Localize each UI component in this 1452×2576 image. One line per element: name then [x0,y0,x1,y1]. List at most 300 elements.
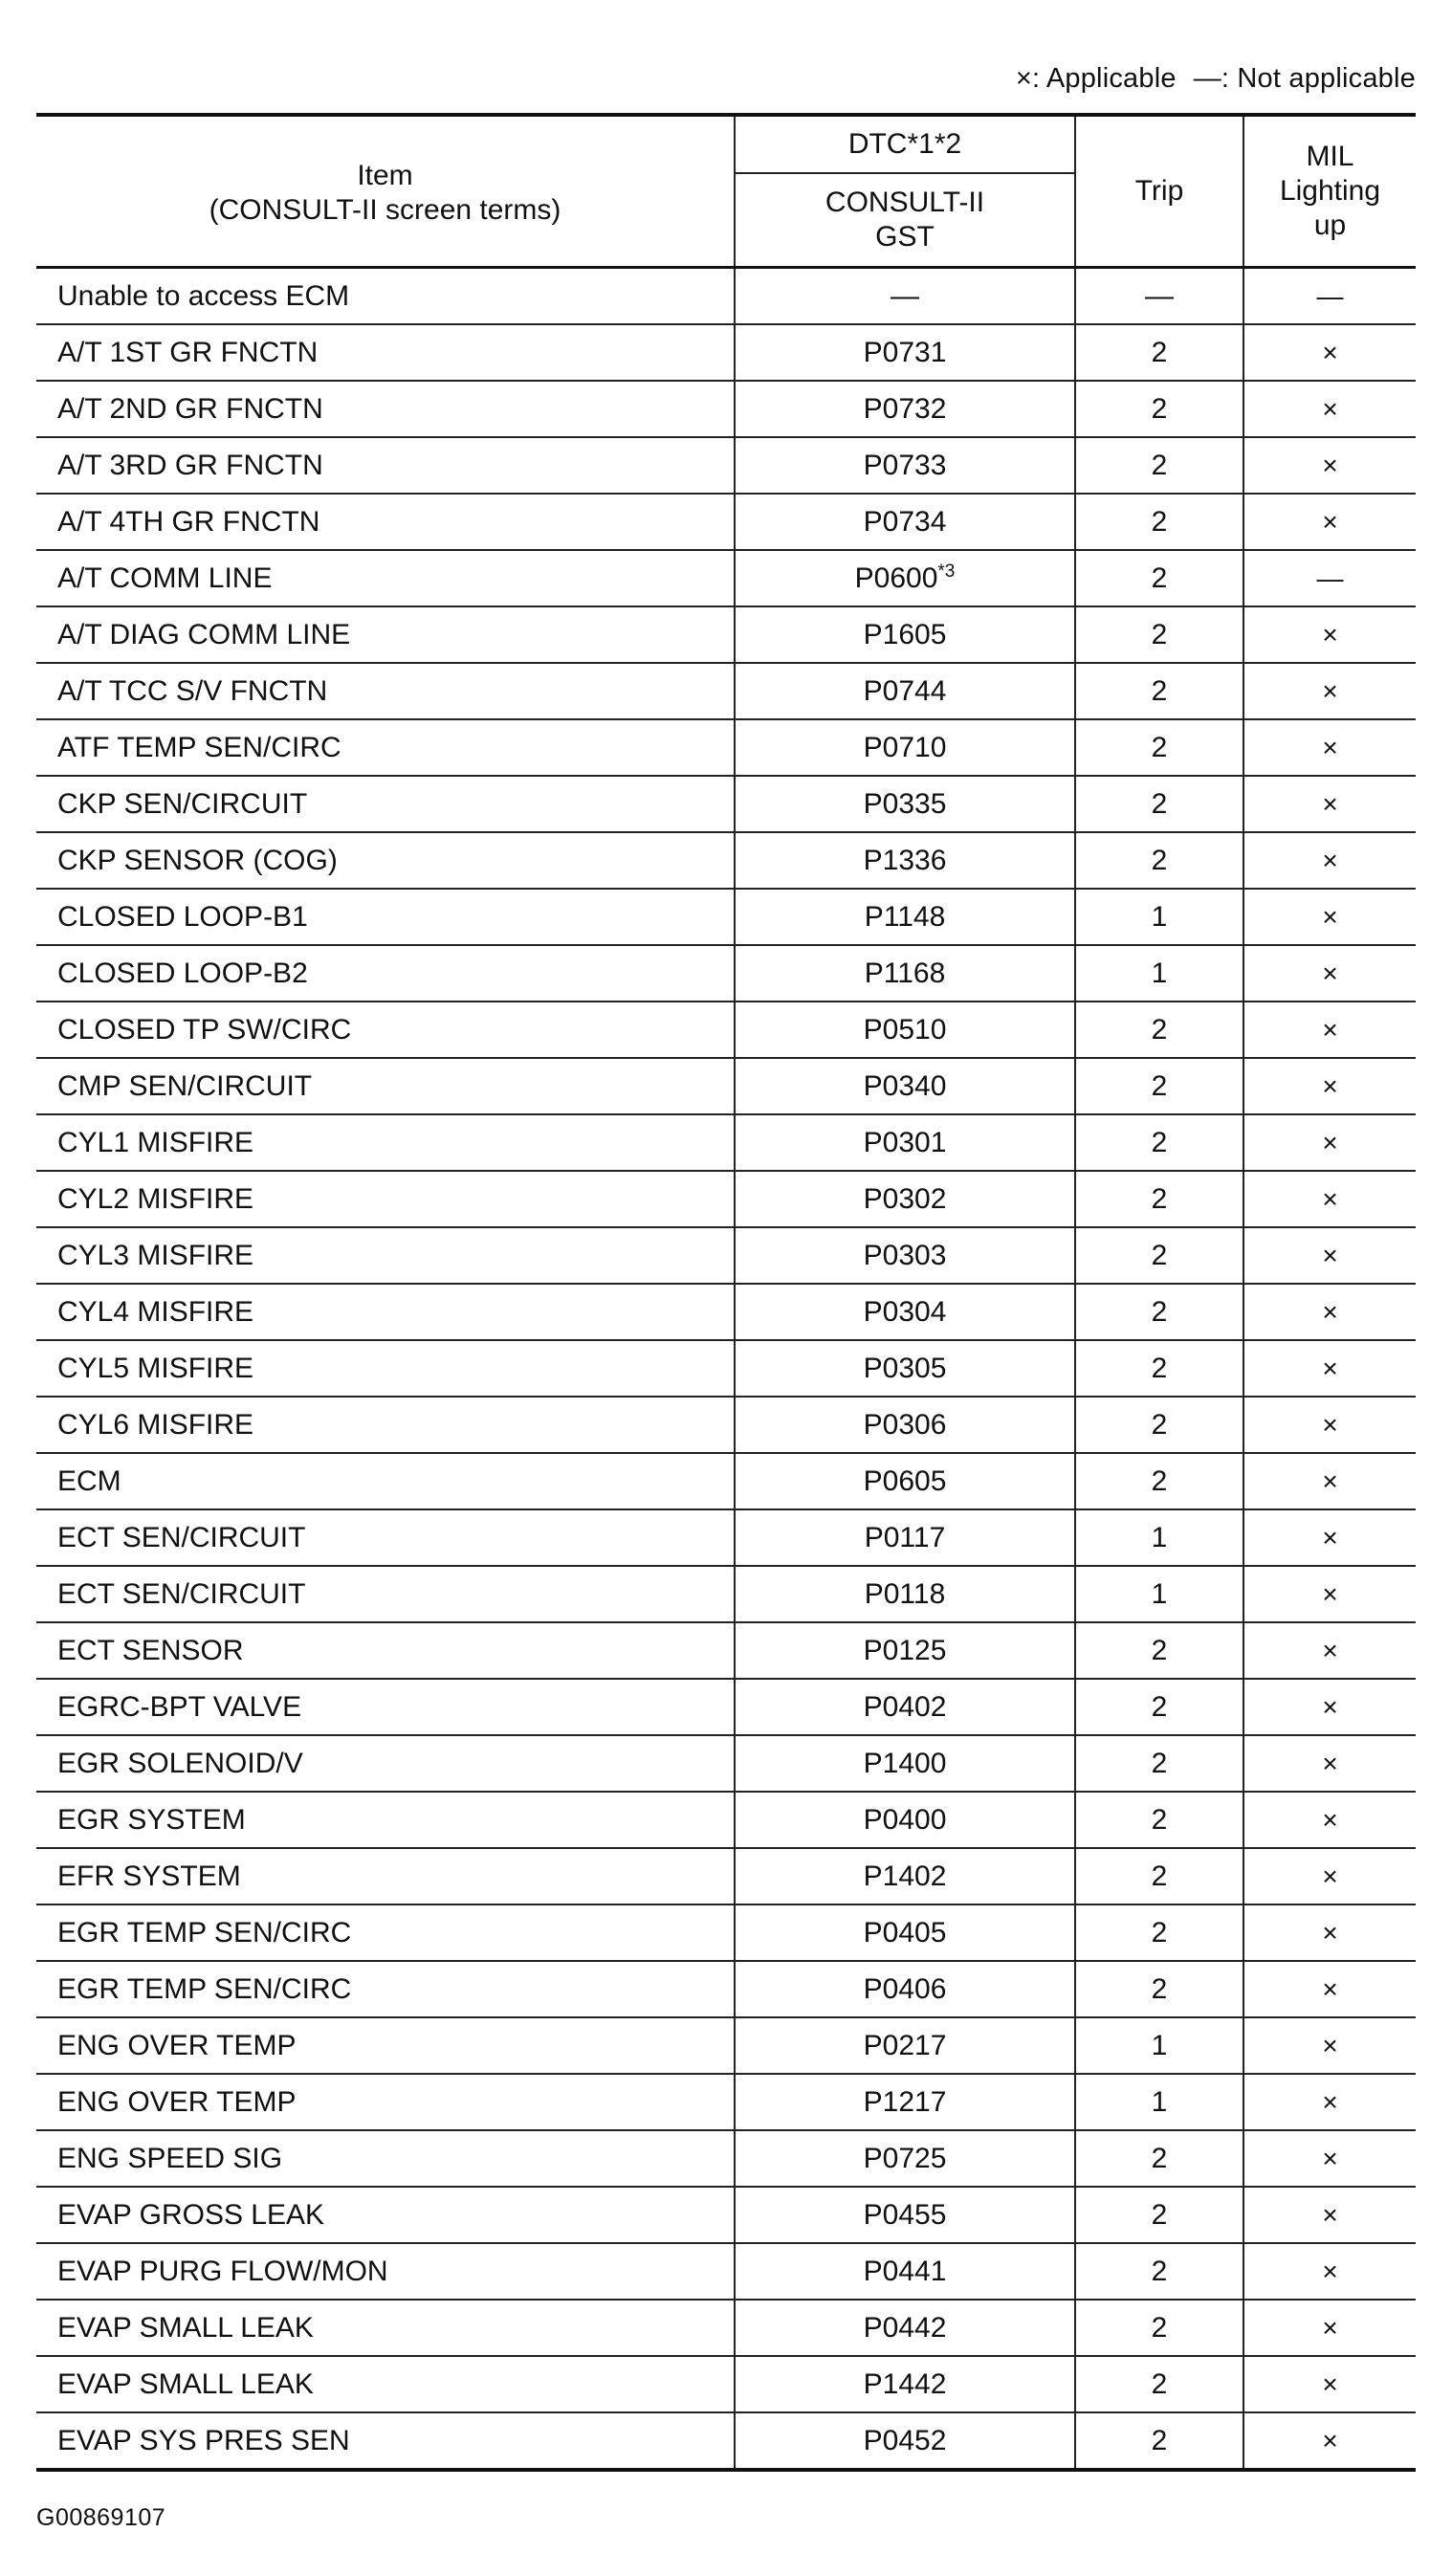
mil-cell [1243,437,1416,494]
dtc-footnote-mark: *3 [937,561,956,582]
dtc-cell [735,381,1075,437]
trip-cell-text: 2 [1151,674,1168,707]
trip-cell [1075,2412,1243,2470]
trip-cell [1075,2074,1243,2130]
header-mil-line3: up [1313,209,1347,241]
table-row [36,2130,1416,2187]
item-cell-text: CLOSED LOOP-B2 [57,957,308,989]
dtc-cell [735,2187,1075,2243]
mil-cell [1243,1679,1416,1735]
mil-cell [1243,1002,1416,1058]
mil-cell-text: × [1322,1409,1338,1440]
item-cell [36,494,735,550]
table-row [36,1227,1416,1284]
mil-cell-text: × [1322,1014,1338,1045]
item-cell-text: EVAP SMALL LEAK [57,2367,314,2400]
trip-cell-text: 1 [1151,2029,1168,2061]
item-cell-text: A/T 4TH GR FNCTN [57,505,320,538]
table-row [36,1397,1416,1453]
dtc-cell-text: P0734 [863,505,947,538]
trip-cell-text: 2 [1151,1408,1168,1441]
item-cell-text: Unable to access ECM [57,279,350,312]
trip-cell-text: 2 [1151,2142,1168,2174]
item-cell [36,1566,735,1622]
trip-cell [1075,2130,1243,2187]
dtc-cell-text: P1442 [863,2367,947,2400]
mil-cell-text: × [1322,675,1338,706]
item-cell-text: ECM [57,1464,121,1497]
mil-cell [1243,381,1416,437]
mil-cell-text: × [1322,2312,1338,2343]
trip-cell [1075,945,1243,1002]
item-cell-text: CMP SEN/CIRCUIT [57,1069,313,1102]
mil-cell [1243,1171,1416,1227]
dtc-cell [735,1735,1075,1792]
mil-cell-text: × [1322,788,1338,819]
mil-cell [1243,2412,1416,2470]
mil-cell-text: — [1316,280,1344,311]
item-cell [36,945,735,1002]
trip-cell-text: — [1145,279,1174,312]
mil-cell [1243,663,1416,719]
trip-cell-text: 2 [1151,449,1168,481]
item-cell-text: ENG OVER TEMP [57,2029,297,2061]
item-cell [36,889,735,945]
item-cell [36,1284,735,1340]
item-cell [36,2412,735,2470]
header-dtc-consult: CONSULT-II [825,187,985,218]
mil-cell [1243,945,1416,1002]
mil-cell [1243,1904,1416,1961]
item-cell-text: A/T COMM LINE [57,561,273,594]
mil-cell-text: × [1322,450,1338,480]
item-cell [36,1904,735,1961]
trip-cell-text: 2 [1151,2255,1168,2287]
mil-cell-text: × [1322,506,1338,537]
dtc-cell-text: P0406 [863,1972,947,2005]
dtc-cell [735,663,1075,719]
mil-cell [1243,606,1416,663]
mil-cell [1243,832,1416,889]
item-cell-text: ENG OVER TEMP [57,2085,297,2118]
dtc-cell [735,1171,1075,1227]
dtc-table-container [36,113,1416,2472]
item-cell [36,2187,735,2243]
mil-cell-text: × [1322,1183,1338,1214]
mil-cell-text: × [1322,1578,1338,1609]
item-cell-text: EGR TEMP SEN/CIRC [57,1916,352,1949]
mil-cell [1243,2300,1416,2356]
table-body [36,268,1416,2471]
mil-cell-text: × [1322,2030,1338,2060]
table-row [36,1904,1416,1961]
trip-cell [1075,2300,1243,2356]
header-dtc-gst: GST [875,221,935,253]
item-cell [36,2243,735,2300]
item-cell-text: A/T 1ST GR FNCTN [57,336,319,368]
header-item-line1: Item [357,160,413,191]
dtc-cell [735,1904,1075,1961]
dtc-table [36,113,1416,2472]
mil-cell-text: × [1322,1635,1338,1665]
trip-cell-text: 2 [1151,1634,1168,1666]
item-cell [36,606,735,663]
table-row [36,2356,1416,2412]
dtc-cell-text: P0217 [863,2029,947,2061]
item-cell [36,1114,735,1171]
dtc-cell-text: P0335 [863,787,947,820]
table-row [36,1735,1416,1792]
dtc-cell-text: P0600 [854,561,938,594]
item-cell-text: EFR SYSTEM [57,1860,241,1892]
mil-cell-text: × [1322,1860,1338,1891]
table-row [36,1002,1416,1058]
mil-cell [1243,2017,1416,2074]
dtc-cell [735,832,1075,889]
trip-cell [1075,1509,1243,1566]
trip-cell [1075,1002,1243,1058]
table-row [36,1792,1416,1848]
trip-cell-text: 2 [1151,1239,1168,1271]
trip-cell-text: 1 [1151,1521,1168,1553]
item-cell-text: EGR TEMP SEN/CIRC [57,1972,352,2005]
dtc-cell-text: P0732 [863,392,947,425]
trip-cell [1075,2356,1243,2412]
table-row [36,437,1416,494]
dtc-cell-text: P0510 [863,1013,947,1046]
item-cell [36,1735,735,1792]
item-cell-text: EGR SOLENOID/V [57,1747,303,1779]
item-cell [36,1961,735,2017]
item-cell [36,381,735,437]
dtc-cell [735,1509,1075,1566]
mil-cell-text: × [1322,1296,1338,1327]
trip-cell-text: 2 [1151,1803,1168,1836]
mil-cell-text: × [1322,901,1338,932]
dtc-cell-text: P1168 [864,957,946,989]
item-cell [36,1453,735,1509]
item-cell-text: EGRC-BPT VALVE [57,1690,302,1723]
table-row [36,1453,1416,1509]
mil-cell-text: — [1316,562,1344,593]
dtc-cell-text: P0733 [863,449,947,481]
trip-cell-text: 2 [1151,336,1168,368]
table-row [36,719,1416,776]
dtc-cell-text: P0302 [863,1182,947,1215]
trip-cell [1075,494,1243,550]
trip-cell-text: 1 [1151,957,1168,989]
mil-cell-text: × [1322,1465,1338,1496]
trip-cell [1075,437,1243,494]
trip-cell [1075,719,1243,776]
trip-cell-text: 1 [1151,1577,1168,1610]
dtc-cell [735,1453,1075,1509]
mil-cell-text: × [1322,1804,1338,1835]
trip-cell [1075,1340,1243,1397]
table-row [36,1848,1416,1904]
trip-cell-text: 2 [1151,1013,1168,1046]
item-cell-text: CYL6 MISFIRE [57,1408,254,1441]
dtc-cell [735,1397,1075,1453]
trip-cell-text: 2 [1151,844,1168,876]
item-cell-text: CYL2 MISFIRE [57,1182,254,1215]
item-cell [36,1622,735,1679]
trip-cell [1075,832,1243,889]
item-cell-text: EVAP SYS PRES SEN [57,2424,350,2456]
dtc-cell [735,2130,1075,2187]
table-row [36,2017,1416,2074]
table-row [36,606,1416,663]
trip-cell-text: 2 [1151,731,1168,763]
item-cell-text: ECT SENSOR [57,1634,244,1666]
item-cell [36,1002,735,1058]
dtc-cell-text: P0452 [863,2424,947,2456]
table-row [36,1058,1416,1114]
item-cell-text: CLOSED LOOP-B1 [57,900,308,933]
dtc-cell-text: P0442 [863,2311,947,2344]
trip-cell-text: 2 [1151,1972,1168,2005]
trip-cell [1075,1792,1243,1848]
trip-cell-text: 2 [1151,2367,1168,2400]
mil-cell-text: × [1322,958,1338,988]
trip-cell-text: 2 [1151,1747,1168,1779]
trip-cell-text: 2 [1151,392,1168,425]
table-row [36,2412,1416,2470]
item-cell [36,1058,735,1114]
item-cell-text: ATF TEMP SEN/CIRC [57,731,341,763]
dtc-cell-text: P0605 [863,1464,947,1497]
mil-cell [1243,2074,1416,2130]
mil-cell [1243,494,1416,550]
trip-cell [1075,1284,1243,1340]
dtc-cell-text: P0725 [863,2142,947,2174]
trip-cell-text: 2 [1151,787,1168,820]
dtc-cell-text: P1402 [863,1860,947,1892]
dtc-cell [735,2243,1075,2300]
trip-cell-text: 1 [1151,900,1168,933]
mil-cell [1243,889,1416,945]
trip-cell [1075,1735,1243,1792]
mil-cell-text: × [1322,732,1338,762]
table-row [36,945,1416,1002]
trip-cell [1075,1397,1243,1453]
trip-cell [1075,1679,1243,1735]
table-row [36,1340,1416,1397]
header-item-line2: (CONSULT-II screen terms) [209,194,561,226]
table-row [36,324,1416,381]
dtc-cell [735,1058,1075,1114]
item-cell [36,719,735,776]
item-cell [36,550,735,606]
item-cell-text: CYL1 MISFIRE [57,1126,254,1158]
trip-cell [1075,268,1243,325]
item-cell-text: A/T DIAG COMM LINE [57,618,351,650]
table-row [36,1114,1416,1171]
trip-cell [1075,2243,1243,2300]
table-row [36,1509,1416,1566]
mil-cell-text: × [1322,393,1338,424]
trip-cell [1075,1961,1243,2017]
item-cell-text: A/T TCC S/V FNCTN [57,674,328,707]
item-cell-text: CYL4 MISFIRE [57,1295,254,1328]
trip-cell-text: 2 [1151,1916,1168,1949]
mil-cell-text: × [1322,2199,1338,2230]
mil-cell [1243,2130,1416,2187]
mil-cell-text: × [1322,2425,1338,2455]
mil-cell [1243,268,1416,325]
dtc-cell [735,1679,1075,1735]
trip-cell-text: 2 [1151,1182,1168,1215]
legend-not-applicable: —: Not applicable [1193,63,1416,94]
dtc-cell [735,1340,1075,1397]
trip-cell-text: 2 [1151,1860,1168,1892]
dtc-cell [735,2356,1075,2412]
table-row [36,1961,1416,2017]
mil-cell-text: × [1322,1353,1338,1383]
mil-cell-text: × [1322,845,1338,875]
dtc-cell [735,550,1075,606]
trip-cell-text: 2 [1151,1690,1168,1723]
mil-cell [1243,2187,1416,2243]
dtc-cell-text: P0710 [863,731,947,763]
item-cell-text: CKP SEN/CIRCUIT [57,787,308,820]
dtc-cell [735,1961,1075,2017]
trip-cell [1075,606,1243,663]
header-mil-line2: Lighting [1279,175,1381,207]
mil-cell [1243,1340,1416,1397]
item-cell [36,2130,735,2187]
mil-cell [1243,1284,1416,1340]
item-cell [36,268,735,325]
item-cell-text: ECT SEN/CIRCUIT [57,1577,306,1610]
mil-cell [1243,719,1416,776]
figure-id: G00869107 [36,2504,166,2531]
table-row [36,2300,1416,2356]
item-cell-text: CYL5 MISFIRE [57,1352,254,1384]
header-dtc-sub [735,173,1075,268]
mil-cell-text: × [1322,2143,1338,2173]
dtc-cell-text: P0117 [864,1521,946,1553]
dtc-cell-text: P0304 [863,1295,947,1328]
trip-cell [1075,1227,1243,1284]
table-row [36,1679,1416,1735]
mil-cell [1243,2243,1416,2300]
item-cell-text: EVAP GROSS LEAK [57,2198,325,2231]
dtc-cell-text: P0731 [863,336,947,368]
dtc-cell [735,268,1075,325]
dtc-cell-text: P0306 [863,1408,947,1441]
item-cell [36,2356,735,2412]
trip-cell-text: 2 [1151,1126,1168,1158]
dtc-cell-text: P0405 [863,1916,947,1949]
item-cell [36,1679,735,1735]
item-cell [36,1397,735,1453]
mil-cell [1243,776,1416,832]
mil-cell [1243,1848,1416,1904]
dtc-cell [735,1114,1075,1171]
dtc-cell-text: P0303 [863,1239,947,1271]
table-row [36,550,1416,606]
dtc-cell-text: P0305 [863,1352,947,1384]
dtc-cell-text: P0744 [863,674,947,707]
table-row [36,663,1416,719]
mil-cell [1243,1114,1416,1171]
trip-cell-text: 2 [1151,1295,1168,1328]
header-trip: Trip [1075,115,1243,268]
table-row [36,494,1416,550]
trip-cell [1075,776,1243,832]
trip-cell [1075,1848,1243,1904]
dtc-cell-text: P0455 [863,2198,947,2231]
table-row [36,268,1416,325]
table-row [36,776,1416,832]
trip-cell [1075,663,1243,719]
table-row [36,832,1416,889]
dtc-cell [735,945,1075,1002]
dtc-cell-text: P0402 [863,1690,947,1723]
trip-cell-text: 2 [1151,1464,1168,1497]
mil-cell [1243,1397,1416,1453]
dtc-cell [735,2074,1075,2130]
trip-cell [1075,1904,1243,1961]
mil-cell [1243,1735,1416,1792]
dtc-cell [735,889,1075,945]
trip-cell [1075,2187,1243,2243]
item-cell-text: A/T 2ND GR FNCTN [57,392,323,425]
item-cell-text: EGR SYSTEM [57,1803,246,1836]
header-mil-line1: MIL [1306,141,1354,172]
legend [1016,63,1416,95]
trip-cell [1075,1566,1243,1622]
item-cell [36,663,735,719]
mil-cell-text: × [1322,2368,1338,2399]
item-cell [36,324,735,381]
item-cell [36,2300,735,2356]
table-row [36,1284,1416,1340]
dtc-cell [735,1002,1075,1058]
table-row [36,1171,1416,1227]
item-cell [36,1171,735,1227]
dtc-cell [735,1284,1075,1340]
trip-cell-text: 1 [1151,2085,1168,2118]
trip-cell [1075,324,1243,381]
mil-cell [1243,1792,1416,1848]
trip-cell [1075,381,1243,437]
trip-cell-text: 2 [1151,1069,1168,1102]
mil-cell [1243,1227,1416,1284]
dtc-cell [735,494,1075,550]
dtc-cell-text: P0400 [863,1803,947,1836]
item-cell-text: EVAP SMALL LEAK [57,2311,314,2344]
mil-cell-text: × [1322,1748,1338,1778]
header-mil [1243,115,1416,268]
trip-cell-text: 2 [1151,505,1168,538]
dtc-cell-text: — [891,279,919,312]
item-cell [36,437,735,494]
dtc-cell-text: P0301 [863,1126,947,1158]
dtc-cell-text: P1336 [863,844,947,876]
item-cell [36,776,735,832]
trip-cell-text: 2 [1151,2198,1168,2231]
item-cell [36,1340,735,1397]
item-cell [36,2074,735,2130]
dtc-cell-text: P0125 [863,1634,947,1666]
mil-cell [1243,1453,1416,1509]
mil-cell-text: × [1322,1127,1338,1157]
mil-cell-text: × [1322,337,1338,367]
mil-cell-text: × [1322,2256,1338,2286]
legend-applicable: ×: Applicable [1015,63,1177,94]
